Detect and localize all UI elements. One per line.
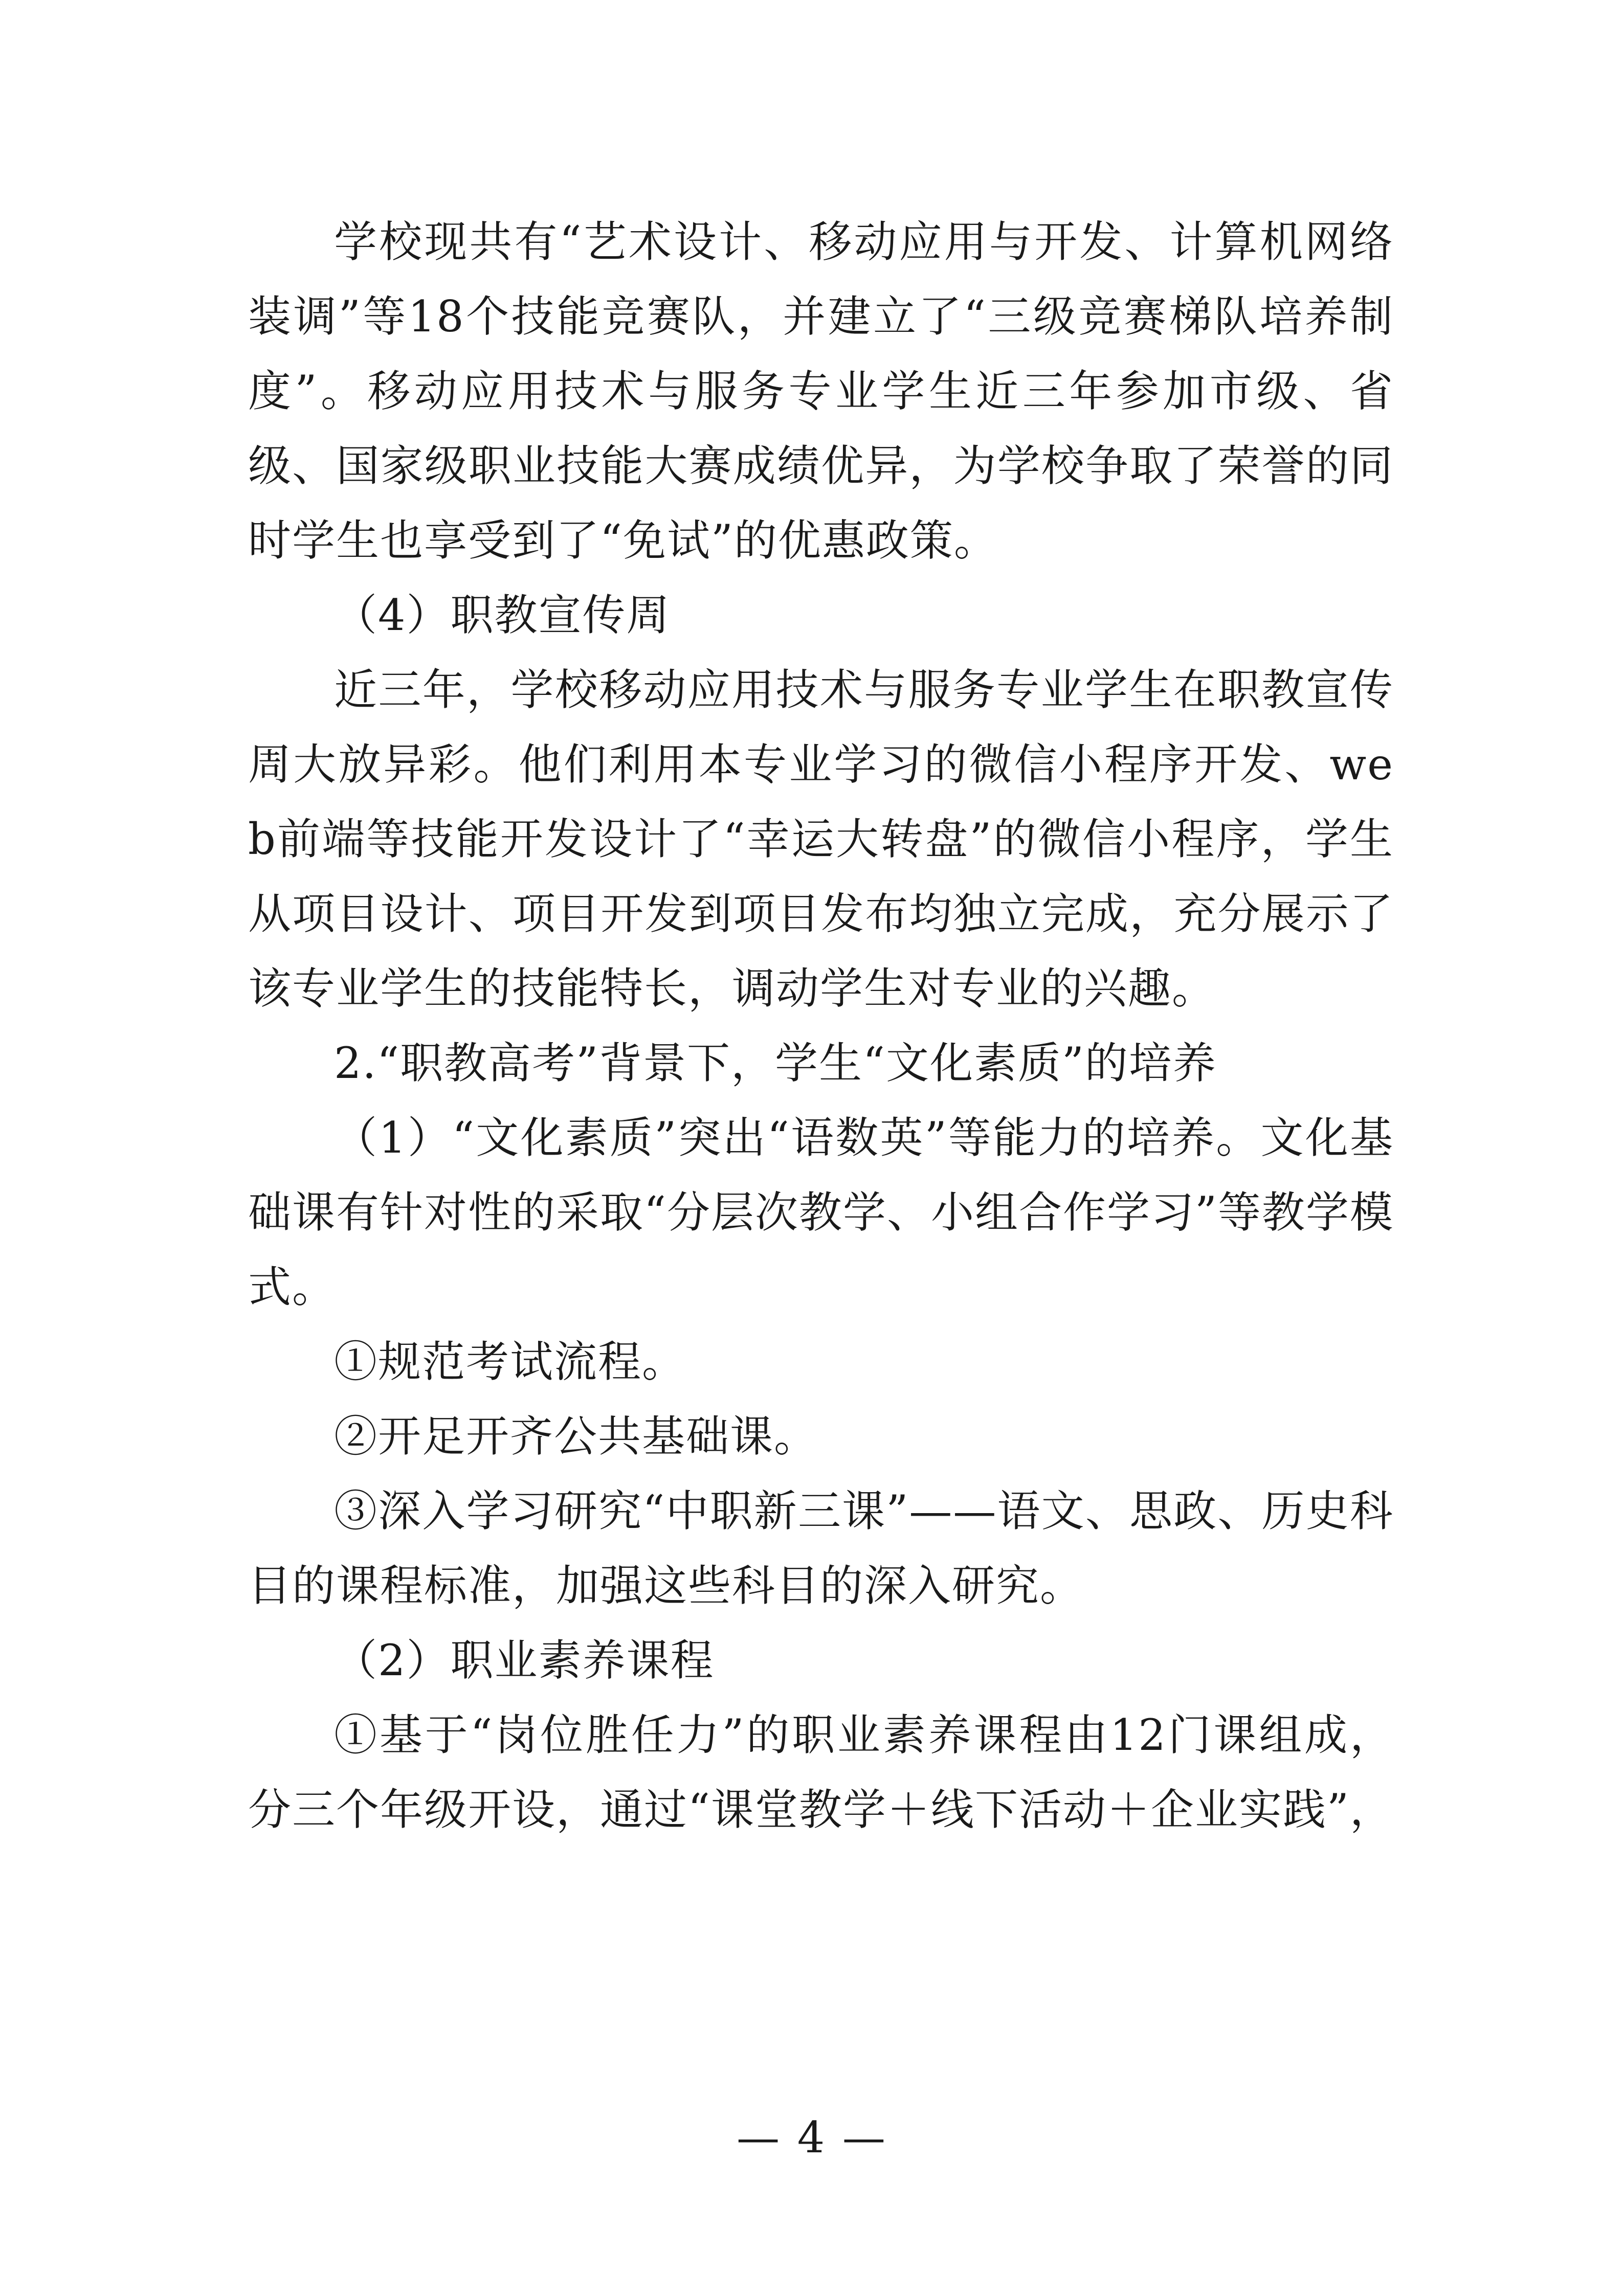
heading-professional-literacy: （2）职业素养课程 xyxy=(334,1635,715,1685)
document-body xyxy=(248,205,1394,1847)
list-item-three-courses: ③深入学习研究“中职新三课”——语文、思政、历史科目的课程标准，加强这些科目的深入研究。 xyxy=(248,1486,1394,1611)
paragraph-competition-teams: 学校现共有“艺术设计、移动应用与开发、计算机网络装调”等18个技能竞赛队，并建立了“三级竞赛梯队培养制度”。移动应用技术与服务专业学生近三年参加市级、省级、国家级职业技能大赛成绩优异，为学校争取了荣誉的同时学生也享受到了“免试”的优惠政策。 xyxy=(248,217,1394,566)
heading-cultural-quality: 2.“职教高考”背景下，学生“文化素质”的培养 xyxy=(334,1038,1217,1088)
page-number: — 4 — xyxy=(737,2112,887,2163)
paragraph-vocational-week: 近三年，学校移动应用技术与服务专业学生在职教宣传周大放异彩。他们利用本专业学习的微信小程序开发、web前端等技能开发设计了“幸运大转盘”的微信小程序，学生从项目设计、项目开发到项目发布均独立完成，充分展示了该专业学生的技能特长，调动学生对专业的兴趣。 xyxy=(248,665,1394,1014)
list-item-basic-courses: ②开足开齐公共基础课。 xyxy=(334,1411,818,1461)
list-item-literacy-courses: ①基于“岗位胜任力”的职业素养课程由12门课组成，分三个年级开设，通过“课堂教学＋线下活动＋企业实践”， xyxy=(248,1710,1394,1835)
heading-vocational-week: （4）职教宣传周 xyxy=(334,590,671,640)
paragraph-cultural-quality: （1）“文化素质”突出“语数英”等能力的培养。文化基础课有针对性的采取“分层次教学、小组合作学习”等教学模式。 xyxy=(248,1113,1394,1312)
list-item-exam-process: ①规范考试流程。 xyxy=(334,1337,686,1387)
